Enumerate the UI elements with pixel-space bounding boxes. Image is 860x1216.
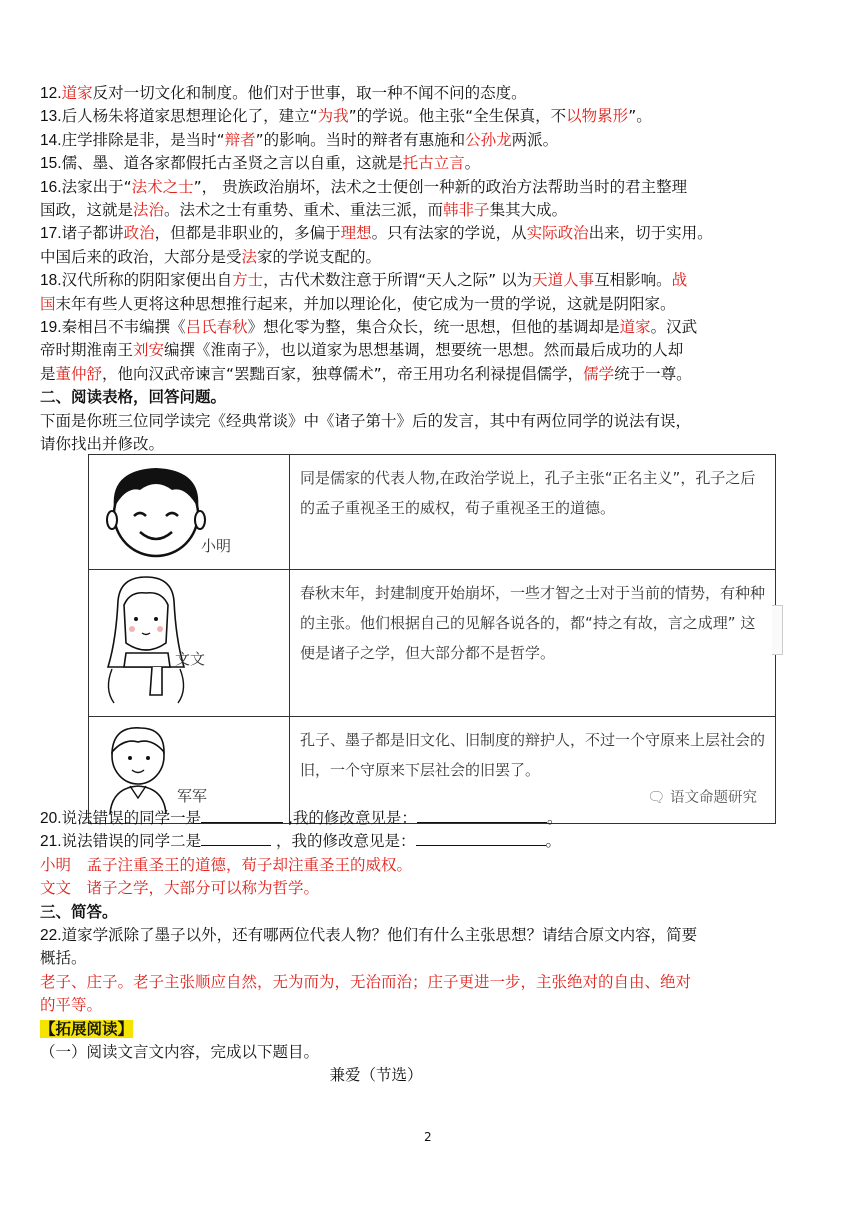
- answer-keyword: 韩非子: [443, 201, 490, 220]
- text-line: [40, 386, 822, 409]
- text-segment: ”的影响。当时的辩者有惠施和: [255, 130, 466, 149]
- answer-keyword: 实际政治: [526, 224, 589, 243]
- answer-keyword: 以物累形: [566, 107, 629, 126]
- answer-blank[interactable]: [416, 831, 546, 846]
- question-number: 22.: [40, 927, 62, 945]
- text-segment: 。: [464, 154, 481, 173]
- question-text: 概括。: [40, 949, 87, 968]
- text-segment: 诸子都讲: [61, 224, 124, 243]
- text-line: [40, 269, 822, 292]
- answer-22-cont: 的平等。: [40, 996, 103, 1015]
- text-segment: 是: [40, 364, 56, 383]
- item-number: 18.: [40, 272, 62, 290]
- girl-face-icon: [90, 571, 288, 711]
- question-22: [40, 924, 822, 947]
- question-number: 21.: [40, 833, 62, 851]
- answer-keyword: 刘安: [133, 341, 165, 360]
- question-text: 说法错误的同学二是: [61, 832, 202, 851]
- item-number: 15.: [40, 155, 62, 173]
- question-20: [40, 807, 822, 830]
- text-segment: 统于一尊。: [614, 364, 692, 383]
- text-segment: 出来，切于实用。: [588, 224, 713, 243]
- question-21: [40, 830, 822, 853]
- student-cell-wenwen: [89, 570, 290, 717]
- text-segment: 。汉武: [650, 318, 698, 337]
- answer-blank[interactable]: [201, 831, 271, 846]
- answer-1: 小明 孟子注重圣王的道德，荀子却注重圣王的威权。: [40, 855, 413, 874]
- statement-text: 孔子、墨子都是旧文化、旧制度的辩护人，不过一个守原来上层社会的旧，一个守原来下层社会的旧罢了。: [300, 731, 766, 779]
- item-number: 13.: [40, 108, 62, 126]
- answer-keyword: 道家: [61, 84, 93, 102]
- answer-keyword: 政治: [123, 224, 155, 243]
- answer-keyword: 董仲舒: [55, 364, 103, 383]
- text-segment: 庄学排除是非，是当时“: [61, 130, 225, 149]
- answer-keyword: 辩者: [224, 130, 256, 149]
- text-segment: 编撰《淮南子》，也以道家为思想基调，想要统一思想。然而最后成功的人却: [164, 341, 684, 360]
- text-line: [40, 82, 822, 105]
- extension-heading: 【拓展阅读】: [40, 1019, 134, 1038]
- section-heading: 三、简答。: [40, 902, 118, 921]
- answer-keyword: 儒学: [583, 364, 615, 383]
- answer-keyword: 为我: [317, 107, 349, 126]
- text-segment: 请你找出并修改。: [40, 435, 165, 454]
- answer-keyword: 天道人事: [532, 271, 595, 290]
- answer-keyword: 道家: [619, 318, 651, 337]
- text-segment: 秦相吕不韦编撰《: [61, 318, 186, 337]
- text-segment: 末年有些人更将这种思想推行起来，并加以理论化，使它成为一贯的学说，这就是阴阳家。: [55, 294, 676, 313]
- answer-blank[interactable]: [417, 808, 547, 823]
- answer-keyword: 吕氏春秋: [185, 318, 248, 337]
- text-segment: 。法术之士有重势、重术、重法三派，而: [164, 201, 444, 220]
- question-text: 。: [546, 809, 563, 827]
- text-segment: ，但都是非职业的，多偏于: [154, 224, 341, 243]
- text-line: [40, 199, 822, 222]
- text-segment: 儒、墨、道各家都假托古圣贤之言以自重，这就是: [61, 154, 403, 173]
- page-number: 2: [424, 1130, 432, 1144]
- text-segment: ”的学说。他主张“全生保真，不: [348, 107, 567, 126]
- student-statement: 同是儒家的代表人物,在政治学说上，孔子主张“正名主义”，孔子之后的孟子重视圣王的威权，荀子重视圣王的道德。: [290, 455, 776, 570]
- question-text: 道家学派除了墨子以外，还有哪两位代表人物？他们有什么主张思想？请结合原文内容，简要: [61, 926, 698, 945]
- text-segment: 后人杨朱将道家思想理论化了，建立“: [61, 107, 318, 126]
- text-segment: 法家出于“: [61, 177, 132, 196]
- question-text: ，我的修改意见是：: [271, 832, 416, 851]
- text-segment: 国政，这就是: [40, 201, 134, 220]
- item-number: 12.: [40, 85, 62, 102]
- question-text: 说法错误的同学一是: [61, 809, 202, 827]
- passage-title: 兼爱（节选）: [329, 1066, 423, 1085]
- text-segment: 家的学说支配的。: [257, 247, 382, 266]
- question-text: ,我的修改意见是：: [283, 809, 417, 827]
- text-segment: 。只有法家的学说，从: [371, 224, 527, 243]
- text-line: [40, 176, 822, 199]
- item-number: 19.: [40, 319, 62, 337]
- text-segment: 》想化零为整，集合众长，统一思想，但他的基调却是: [247, 318, 620, 337]
- answer-keyword: 公孙龙: [465, 130, 512, 149]
- answer-keyword: 托古立言: [402, 154, 465, 173]
- answer-22: 老子、庄子。老子主张顺应自然，无为而为，无治而治；庄子更进一步，主张绝对的自由、绝对: [40, 972, 692, 991]
- item-number: 17.: [40, 225, 62, 243]
- student-name: 文文: [175, 650, 206, 668]
- answer-section: [40, 807, 822, 1088]
- text-segment: 互相影响。: [594, 271, 672, 290]
- text-segment: 两派。: [511, 130, 559, 149]
- text-line: [40, 129, 822, 152]
- text-segment: ，他向汉武帝谏言“罢黜百家，独尊儒术”，帝王用功名利禄提倡儒学，: [102, 364, 584, 383]
- wechat-icon: 🗨︎: [646, 790, 666, 806]
- student-statement: 春秋末年，封建制度开始崩坏，一些才智之士对于当前的情势，有种种的主张。他们根据自己的见解各说各的，都“持之有故，言之成理” 这便是诸子之学，但大部分都不是哲学。: [290, 570, 776, 717]
- text-segment: 中国后来的政治，大部分是受: [40, 247, 242, 266]
- text-line: [40, 363, 822, 386]
- text-segment: 反对一切文化和制度。他们对于世事，取一种不闻不问的态度。: [92, 84, 527, 102]
- text-segment: 集其大成。: [489, 201, 568, 220]
- student-table: [88, 454, 776, 824]
- extension-instruction: （一）阅读文言文内容，完成以下题目。: [40, 1043, 320, 1062]
- text-segment: 帝时期淮南王: [40, 341, 134, 360]
- text-line: [40, 222, 822, 245]
- text-line: [40, 339, 822, 362]
- text-line: [40, 152, 822, 175]
- text-segment: ”， 贵族政治崩坏，法术之士便创一种新的政治方法帮助当时的君主整理: [193, 177, 688, 196]
- boy-face-icon: [90, 456, 288, 564]
- answer-keyword: 理想: [340, 224, 372, 243]
- answer-keyword: 方士: [232, 271, 264, 290]
- text-line: [40, 293, 822, 316]
- side-tab: [772, 605, 783, 655]
- answer-keyword: 法治: [133, 201, 165, 220]
- text-segment: 二、阅读表格，回答问题。: [40, 388, 227, 407]
- answer-keyword: 法: [241, 247, 258, 266]
- text-segment: 汉代所称的阴阳家便出自: [61, 271, 233, 290]
- text-line: [40, 410, 822, 433]
- student-name: 军军: [177, 787, 208, 805]
- text-line: [40, 433, 822, 456]
- text-line: [40, 105, 822, 128]
- text-segment: ”。: [628, 107, 652, 126]
- student-name: 小明: [201, 537, 232, 555]
- text-segment: 下面是你班三位同学读完《经典常谈》中《诸子第十》后的发言，其中有两位同学的说法有误，: [40, 411, 692, 430]
- item-number: 14.: [40, 131, 62, 149]
- answer-keyword: 战: [671, 271, 688, 290]
- question-number: 20.: [40, 810, 62, 827]
- text-line: [40, 246, 822, 269]
- watermark-text: 语文命题研究: [670, 790, 757, 806]
- question-text: 。: [545, 832, 562, 851]
- answer-blank[interactable]: [201, 808, 283, 823]
- text-segment: ，古代术数注意于所谓“天人之际” 以为: [263, 271, 533, 290]
- answer-keyword: 国: [40, 294, 56, 313]
- answer-keyword: 法术之士: [131, 177, 194, 196]
- item-number: 16.: [40, 178, 62, 196]
- text-line: [40, 316, 822, 339]
- answer-2: 文文 诸子之学，大部分可以称为哲学。: [40, 879, 320, 898]
- document-body: [40, 82, 822, 457]
- student-cell-xiaoming: [89, 455, 290, 570]
